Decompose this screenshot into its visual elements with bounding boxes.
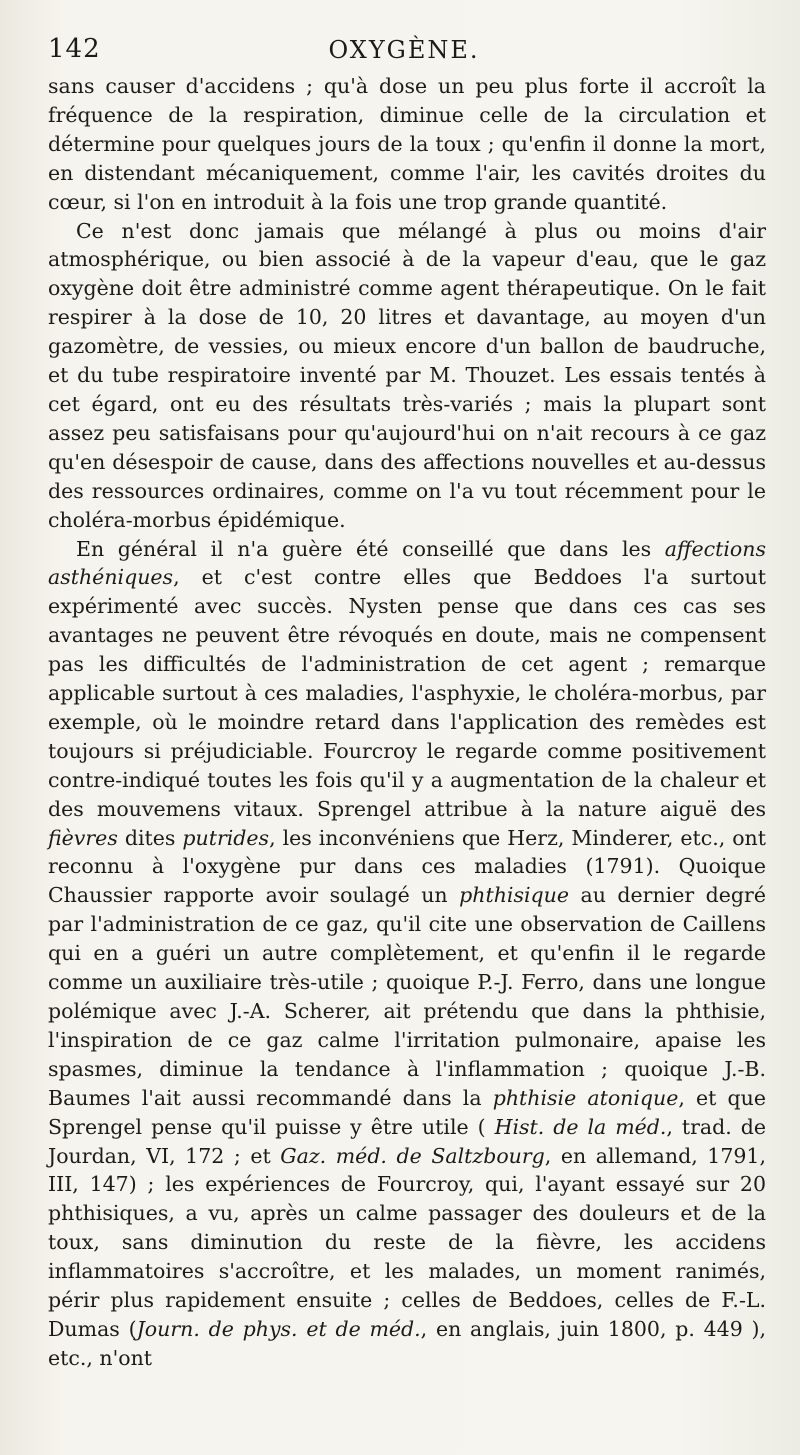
text-run: , en anglais, juin 1800, p. 449 ), etc., n'ont [48, 1316, 767, 1370]
italic-text: Gaz. méd. de Saltzbourg [280, 1143, 545, 1168]
paragraph [48, 535, 766, 1373]
page-header [48, 34, 760, 74]
italic-text: putrides [182, 825, 270, 850]
text-run: sans causer d'accidens ; qu'à dose un peu plus forte il accroît la fréquence de la respiration, diminue celle de la circulation et détermine pour quelques jours de la toux ; qu'enfin il donne la mort, en distendant mécaniquement, comme l'air, les cavités droites du cœur, si l'on en introduit à la fois une trop grande quantité. [48, 74, 766, 214]
text-run: En général il n'a guère été conseillé que dans les [76, 536, 665, 561]
text-run: Ce n'est donc jamais que mélangé à plus ou moins d'air atmosphérique, ou bien associé à de la vapeur d'eau, que le gaz oxygène doit être administré comme agent thérapeutique. On le fait respirer à la dose de 10, 20 litres et davantage, au moyen d'un gazomètre, de vessies, ou mieux encore d'un ballon de baudruche, et du tube respiratoire inventé par M. Thouzet. Les essais tentés à cet égard, ont eu des résultats très-variés ; mais la plupart sont assez peu satisfaisans pour qu'aujourd'hui on n'ait recours à ce gaz qu'en désespoir de cause, dans des affections nouvelles et au-dessus des ressources ordinaires, comme on l'a vu tout récemment pour le choléra-morbus épidémique. [48, 218, 766, 532]
text-run: , et c'est contre elles que Beddoes l'a surtout expérimenté avec succès. Nysten pense que dans ces cas ses avantages ne peuvent être révoqués en doute, mais ne compensent pas les difficultés de l'administration de cet agent ; remarque applicable surtout à ces maladies, l'asphyxie, le choléra-morbus, par exemple, où le moindre retard dans l'application des remèdes est toujours si préjudiciable. Fourcroy le regarde comme positivement contre-indiqué toutes les fois qu'il y a augmentation de la chaleur et des mouvemens vitaux. Sprengel attribue à la nature aiguë des [48, 565, 766, 821]
italic-text: phthisie atonique [492, 1085, 679, 1110]
paragraph [48, 217, 766, 535]
paragraph [48, 72, 766, 217]
running-title: OXYGÈNE. [328, 36, 480, 64]
body-text [48, 72, 766, 1373]
italic-text: phthisique [459, 883, 569, 908]
text-run: au dernier degré par l'administration de ce gaz, qu'il cite une observation de Caillens qui en a guéri un autre complètement, et qu'enfin il le regarde comme un auxiliaire très-utile ; quoique P.-J. Ferro, dans une longue polémique avec J.-A. Scherer, ait prétendu que dans la phthisie, l'inspiration de ce gaz calme l'irritation pulmonaire, apaise les spasmes, diminue la tendance à l'inflammation ; quoique J.-B. Baumes l'ait aussi recommandé dans la [48, 883, 766, 1110]
text-run: , en allemand, 1791, III, 147) ; les expériences de Fourcroy, qui, l'ayant essayé sur 20 phthisiques, a vu, après un calme passager des douleurs et de la toux, sans diminution du reste de la fièvre, les accidens inflammatoires s'accroître, et les malades, un moment ranimés, périr plus rapidement ensuite ; celles de Beddoes, celles de F.-L. Dumas ( [48, 1143, 766, 1341]
italic-text: fièvres [48, 825, 118, 850]
text-run: , trad. de Jourdan, VI, 172 ; et [48, 1114, 766, 1168]
italic-text: affections asthéniques [48, 536, 766, 590]
italic-text: Hist. de la méd. [494, 1114, 667, 1139]
text-run: dites [117, 825, 183, 850]
italic-text: Journ. de phys. et de méd. [136, 1316, 421, 1341]
page-number: 142 [48, 34, 101, 64]
text-run: , et que Sprengel pense qu'il puisse y être utile ( [48, 1085, 766, 1139]
text-run: , les inconvéniens que Herz, Minderer, etc., ont reconnu à l'oxygène pur dans ces maladies (1791). Quoique Chaussier rapporte avoir soulagé un [48, 825, 767, 908]
